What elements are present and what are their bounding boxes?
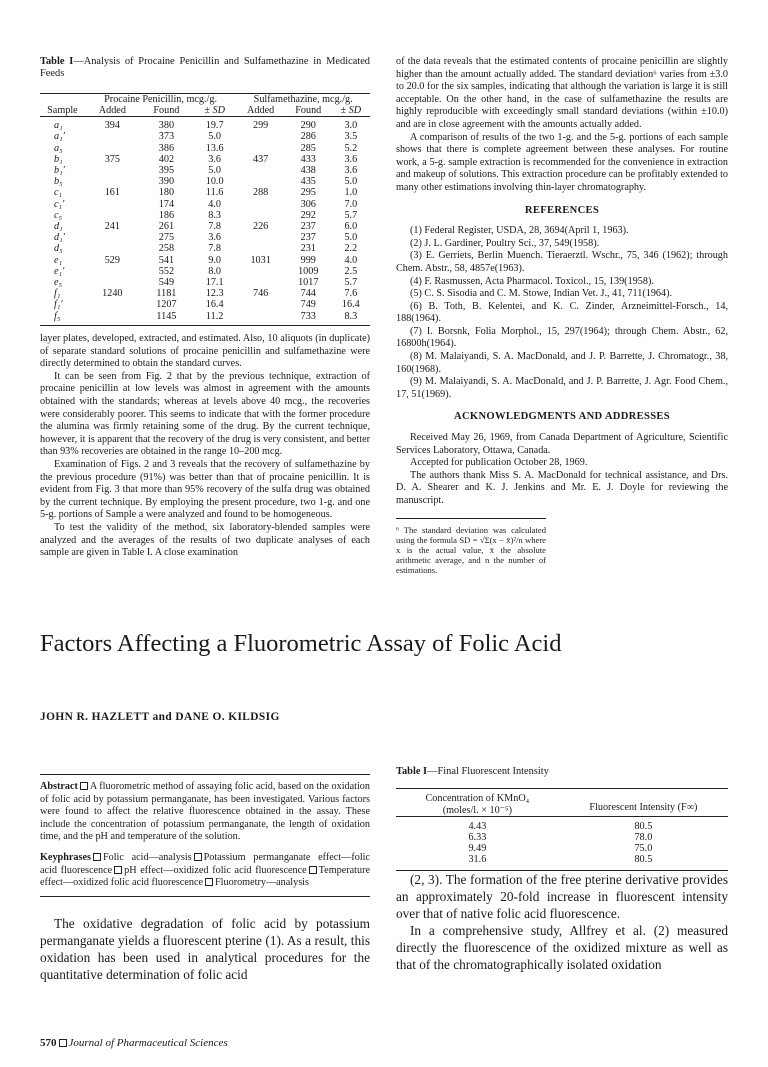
table2-col-intensity: Fluorescent Intensity (F∞): [589, 802, 698, 813]
table1-cell: [236, 266, 285, 277]
table1-cell-sample: d₅: [54, 243, 63, 255]
left-paragraph-2: It can be seen from Fig. 2 that by the previous technique, extraction of procaine penicillin at low levels was almost in agreement with the amounts obtained with the standards; whereas at levels above 40 mcg., the recoveries were considerably poorer. This seems to indicate that with the former procedure the alumina was firmly retaining some of the drug. By the current technique, however, it is apparent that the recovery of the drug is very consistent, and better than 93% recoveries are obtained in the range 10–200 mcg.: [40, 370, 370, 458]
table1-cell: 437: [252, 153, 269, 165]
right-column-text: [396, 56, 728, 576]
article-title: Factors Affecting a Fluorometric Assay of Folic Acid: [40, 630, 562, 657]
table1-col-sd-2: ± SD: [340, 105, 362, 117]
right-paragraph-2: A comparison of results of the two 1-g. and the 5-g. portions of each sample shows that there is complete agreement between these analyses. For routine work, a 5-g. sample extraction is recommended for the convenience in extraction and makeup of solutions. This extraction procedure can be profitably extended to many other estimations involving thin-layer chromatography.: [396, 131, 728, 193]
ack-paragraph-1: Received May 26, 1969, from Canada Department of Agriculture, Scientific Services Laboratory, Ottawa, Canada.: [396, 432, 728, 456]
references-list: [396, 225, 728, 401]
table1-cell: 290: [300, 120, 316, 132]
table1-cell: 749: [300, 299, 316, 311]
table1-cell: 1240: [102, 288, 123, 300]
table2-caption-label: Table I: [396, 766, 428, 777]
table1-cell: 16.4: [341, 299, 360, 311]
left-paragraph-1: layer plates, developed, extracted, and estimated. Also, 10 aliquots (in duplicate) of separate standard solutions of procaine penicillin and sulfamethazine were directly determined to obtain the standard curves.: [40, 333, 370, 370]
table2-row: [396, 832, 728, 843]
keyphrases-label: Keyphrases: [40, 851, 91, 863]
table1-cell: [236, 232, 285, 243]
table1-cell: 7.8: [208, 221, 222, 233]
reference-item: (3) E. Gerriets, Berlin Muench. Tieraerztl. Wschr., 75, 346 (1962); through Chem. Abstr., 58, 4857e(1963).: [396, 250, 728, 274]
table1-cell: 5.2: [344, 142, 358, 154]
table1-cell-sample: c₅: [54, 209, 63, 221]
table1-cell: 10.0: [205, 176, 224, 188]
table1-cell: 11.6: [205, 187, 224, 199]
table1-cell: 7.0: [344, 198, 358, 210]
table2-cell: 31.6: [468, 854, 487, 866]
reference-item: (1) Federal Register, USDA, 28, 3694(April 1, 1963).: [410, 225, 629, 237]
table2-row: [396, 843, 728, 854]
table1-cell: 999: [300, 254, 316, 266]
table1-cell: [85, 131, 140, 142]
table1-caption: [40, 56, 370, 81]
table1-cell-sample: a₅: [54, 142, 63, 154]
page-footer: [40, 1037, 228, 1049]
table1-cell: 4.0: [344, 254, 358, 266]
table1-caption-label: Table I: [40, 56, 74, 67]
table1-cell-sample: f₅: [54, 310, 61, 322]
table1-cell: 292: [300, 209, 316, 221]
keyphrase-5: Fluorometry—analysis: [215, 877, 309, 889]
table1-cell: 258: [158, 243, 175, 255]
table1-cell: [85, 210, 140, 221]
table1-cell: 3.6: [208, 153, 222, 165]
table1-cell: 288: [252, 187, 269, 199]
table1-col-added: Added: [98, 105, 126, 117]
reference-item: (9) M. Malaiyandi, S. A. MacDonald, and J. P. Barrette, J. Agr. Food Chem., 17, 51(1969).: [396, 376, 728, 400]
table1-block: [40, 56, 370, 326]
journal-name: Journal of Pharmaceutical Sciences: [68, 1037, 228, 1049]
reference-item: (6) B. Toth, B. Kelentei, and K. C. Zinder, Arzneimittel-Forsch., 14, 188(1964).: [396, 300, 728, 325]
table1-cell: 394: [104, 120, 120, 132]
keyphrase-4: Temperature effect—oxidized folic acid fluorescence: [40, 864, 370, 889]
square-icon: [194, 853, 202, 861]
table1-cell: 186: [158, 209, 175, 221]
table1-row: [40, 199, 370, 210]
table1-cell: 261: [158, 221, 175, 233]
square-icon: [93, 853, 101, 861]
table1-row: [40, 243, 370, 254]
table1-cell: 7.8: [208, 243, 222, 255]
reference-item: (5) C. S. Sisodia and C. M. Stowe, Indian Vet. J., 41, 711(1964).: [410, 288, 673, 300]
table1-row: [40, 232, 370, 243]
table1-cell: [85, 165, 140, 176]
page-number: 570: [40, 1037, 57, 1049]
reference-item: (4) F. Rasmussen, Acta Pharmacol. Toxicol., 15, 139(1958).: [410, 275, 654, 287]
table1-row: [40, 176, 370, 187]
table1-cell: 306: [300, 198, 316, 210]
table1-cell: 2.5: [344, 265, 358, 277]
table1-group-sulfa: Sulfamethazine, mcg./g.: [253, 93, 353, 105]
table1-cell: 299: [252, 120, 269, 132]
table1-cell: 231: [300, 243, 316, 255]
table1-row: [40, 299, 370, 310]
table1-cell: 241: [104, 221, 120, 233]
table1-cell-sample: c₁: [54, 187, 63, 199]
table1-cell: 5.7: [344, 209, 358, 221]
table1-cell: 5.0: [208, 131, 222, 143]
table1-col-found-2: Found: [295, 105, 322, 117]
article-authors: JOHN R. HAZLETT and DANE O. KILDSIG: [40, 711, 280, 723]
table2-cell: 80.5: [634, 854, 653, 866]
table1-cell: 3.5: [344, 131, 358, 143]
table1-row: [40, 154, 370, 165]
table1-cell: [85, 176, 140, 187]
left-column-text: [40, 333, 370, 560]
table1-cell: [85, 143, 140, 154]
table1-cell: 529: [104, 254, 120, 266]
table1-cell-sample: b₅: [54, 176, 63, 188]
references-heading: REFERENCES: [524, 204, 600, 216]
square-icon: [309, 866, 317, 874]
table1-cell: 395: [158, 165, 175, 177]
table1-cell: 19.7: [205, 120, 224, 132]
table1-col-found: Found: [153, 105, 180, 117]
table2: [396, 788, 728, 865]
table2-caption: [396, 766, 728, 778]
table2-cell: 75.0: [634, 843, 653, 855]
table1-cell: 402: [158, 153, 175, 165]
table1-cell: 744: [300, 288, 316, 300]
table1-cell-sample: d₁′: [54, 232, 65, 244]
table1-cell: [236, 243, 285, 254]
table1-cell: [236, 311, 285, 322]
table1-cell: 1031: [250, 254, 271, 266]
table1-cell: 433: [300, 153, 316, 165]
table1-row: [40, 277, 370, 288]
square-icon: [59, 1039, 67, 1047]
table1-caption-text: —Analysis of Procaine Penicillin and Sulfamethazine in Medicated Feeds: [40, 56, 371, 80]
ack-paragraph-3: The authors thank Miss S. A. MacDonald for technical assistance, and Drs. D. A. Shearer and K. J. Jenkins and Mr. E. J. Doyle for reviewing the manuscript.: [396, 469, 728, 506]
footnote: ⁶ The standard deviation was calculated using the formula SD = √Σ(x − x̄)²/n where x is the actual value, x̄ the absolute arithmetic average, and n the number of estimations.: [396, 518, 546, 576]
table1-cell: 1.0: [344, 187, 358, 199]
reference-item: (7) I. Borsnk, Folia Morphol., 15, 297(1964); through Chem. Abstr., 62, 16800h(1964).: [396, 325, 728, 350]
table1-row: [40, 311, 370, 322]
table2-cell: 6.33: [468, 832, 487, 844]
ack-paragraph-2: Accepted for publication October 28, 1969.: [410, 457, 588, 469]
table1-cell: [236, 277, 285, 288]
table1-cell: 1145: [156, 310, 177, 322]
table1-row: [40, 131, 370, 142]
table1-cell: 549: [158, 277, 175, 289]
table1-cell: 180: [158, 187, 175, 199]
table1-cell: 5.0: [344, 232, 358, 244]
table1-cell: 8.0: [208, 265, 222, 277]
table1-cell: 17.1: [205, 277, 224, 289]
table1-cell: 8.3: [344, 310, 358, 322]
table1-cell: [85, 277, 140, 288]
keyphrase-1: Folic acid—analysis: [102, 851, 192, 863]
table2-caption-text: —Final Fluorescent Intensity: [427, 766, 549, 777]
table1-cell: 237: [300, 221, 316, 233]
article-body-left: [40, 915, 370, 983]
table1-cell: 8.3: [208, 209, 222, 221]
table1-cell: [236, 210, 285, 221]
table1-cell: 541: [158, 254, 175, 266]
table1-row: [40, 143, 370, 154]
keyphrases: [40, 852, 370, 890]
table1-cell: 733: [300, 310, 316, 322]
table1-cell: 295: [300, 187, 316, 199]
table1-cell: [85, 266, 140, 277]
table1-cell: 13.6: [205, 142, 224, 154]
left-paragraph-4: To test the validity of the method, six laboratory-blended samples were analyzed and the averages of the results of two duplicate analyses of each sample are given in Table I. A close examination: [40, 521, 370, 559]
abstract-box: [40, 774, 370, 897]
table1-row: [40, 165, 370, 176]
table2-col1-line2: (moles/l. × 10⁻⁵): [442, 804, 513, 816]
table1-cell: [236, 165, 285, 176]
table1-cell: 3.6: [344, 165, 358, 177]
table1-cell: 746: [252, 288, 269, 300]
table1-cell: 16.4: [205, 299, 224, 311]
table1-cell-sample: f₁: [54, 288, 61, 300]
article-paragraph-3: In a comprehensive study, Allfrey et al. (2) measured directly the fluorescence of the oxidized mixture as well as that of the chromatographically isolated oxidation: [396, 923, 728, 972]
table2-cell: 80.5: [634, 820, 653, 832]
table2-col-concentration: [396, 789, 559, 816]
table1-row: [40, 187, 370, 198]
table2-cell: 78.0: [634, 832, 653, 844]
table1-cell: 435: [300, 176, 316, 188]
table1-cell: 286: [300, 131, 316, 143]
table1-cell: [236, 131, 285, 142]
table1-row: [40, 288, 370, 299]
table1-cell: 380: [158, 120, 175, 132]
acknowledgments-heading: ACKNOWLEDGMENTS AND ADDRESSES: [454, 411, 670, 423]
table1-col-added-2: Added: [247, 105, 275, 117]
table1-cell: [236, 199, 285, 210]
table1-cell: 438: [300, 165, 316, 177]
table1-cell: 390: [158, 176, 175, 188]
abstract-label: Abstract: [40, 781, 78, 792]
square-icon: [205, 878, 213, 886]
article-body-right: [396, 871, 728, 973]
right-paragraph-1: of the data reveals that the estimated contents of procaine penicillin are slightly higher than the amount actually added. The standard deviation⁶ varies from ±3.0 to 20.0 for the six samples, indicating that although the variation is large it is still acceptable. On the other hand, in the case of sulfamethazine the results are highly reproducible with exceedingly small standard deviations (within ±10.0) and are in close agreement with the amounts actually added.: [396, 56, 728, 130]
table1-cell: 275: [158, 232, 175, 244]
article-paragraph-1: The oxidative degradation of folic acid by potassium permanganate yields a fluorescent pterine (1). As a result, this oxidation has been used in analytical procedures for the quantitative determination of folic acid: [40, 916, 370, 982]
table1-cell: 237: [300, 232, 316, 244]
table2-cell: 9.49: [468, 843, 487, 855]
table1-cell: 5.7: [344, 277, 358, 289]
table1-cell-sample: e₅: [54, 277, 63, 289]
table1-cell-sample: e₁′: [54, 265, 65, 277]
square-icon: [114, 866, 122, 874]
table1: [40, 93, 370, 322]
table1-group-penicillin: Procaine Penicillin, mcg./g.: [104, 93, 218, 105]
table1-cell-sample: a₁′: [54, 131, 65, 143]
table1-row: [40, 210, 370, 221]
table2-row: [396, 854, 728, 865]
table2-cell: 4.43: [468, 820, 487, 832]
table1-cell: [236, 176, 285, 187]
table1-cell: 7.6: [344, 288, 358, 300]
table1-cell: 226: [252, 221, 269, 233]
table1-cell: 3.6: [344, 153, 358, 165]
table1-cell: 2.2: [344, 243, 358, 255]
table1-cell: 1017: [298, 277, 319, 289]
table1-cell-sample: e₁: [54, 254, 63, 266]
keyphrase-2: Potassium permanganate effect—folic acid fluorescence: [40, 851, 371, 876]
table1-cell: 3.0: [344, 120, 358, 132]
table1-cell: 1207: [156, 299, 177, 311]
table1-cell: 1009: [298, 265, 319, 277]
table1-cell: 11.2: [205, 310, 224, 322]
table1-cell: [85, 243, 140, 254]
table1-cell: [85, 199, 140, 210]
square-icon: [80, 782, 88, 790]
table1-row: [40, 255, 370, 266]
table1-cell: 5.0: [344, 176, 358, 188]
reference-item: (8) M. Malaiyandi, S. A. MacDonald, and J. P. Barrette, J. Chromatogr., 38, 160(1968).: [396, 351, 728, 375]
table1-cell: 285: [300, 142, 316, 154]
left-paragraph-3: Examination of Figs. 2 and 3 reveals that the recovery of sulfamethazine by the previous procedure (91%) was better than that of procaine penicillin. It is evident from Fig. 3 that more than 95% recovery of the sulfa drug was obtained by the current technique. By employing the present procedure, two 1-g. and one 5-g. portions of Sample a were analyzed and found to be homogeneous.: [40, 458, 370, 521]
table1-cell: 4.0: [208, 198, 222, 210]
table2-row: [396, 816, 728, 832]
table1-cell: 1181: [156, 288, 177, 300]
table1-cell: 174: [158, 198, 175, 210]
table1-row: [40, 221, 370, 232]
table1-cell: 6.0: [344, 221, 358, 233]
table1-cell: 12.3: [205, 288, 224, 300]
table1-cell: 373: [158, 131, 175, 143]
table1-cell: 3.6: [208, 232, 222, 244]
table1-cell: [85, 232, 140, 243]
table1-cell-sample: d₁: [54, 221, 63, 233]
table1-cell-sample: b₁: [54, 153, 63, 165]
table1-row: [40, 266, 370, 277]
table1-col-sample: Sample: [47, 105, 78, 117]
table1-cell-sample: b₁′: [54, 165, 65, 177]
table1-cell: 386: [158, 142, 175, 154]
table1-cell-sample: c₁′: [54, 198, 65, 210]
table1-cell: [236, 143, 285, 154]
table1-cell-sample: f₁′: [54, 299, 63, 311]
table1-row: [40, 117, 370, 132]
table1-cell: [85, 299, 140, 310]
reference-item: (2) J. L. Gardiner, Poultry Sci., 37, 549(1958).: [410, 237, 600, 249]
table1-cell: 375: [104, 153, 120, 165]
table2-block: [396, 766, 728, 871]
table1-cell: 161: [104, 187, 120, 199]
keyphrase-3: pH effect—oxidized folic acid fluorescence: [124, 864, 307, 876]
table2-col1-line1: Concentration of KMnO₄: [425, 793, 530, 805]
abstract-text: A fluorometric method of assaying folic acid, based on the oxidation of folic acid by potassium permanganate, has been investigated. Various factors were found to affect the relative fluorescence obtained in the assay. These include the concentration of potassium permanganate, the length of oxidation time, and the pH and temperature of the solution.: [40, 781, 370, 843]
table1-cell: [236, 299, 285, 310]
table1-col-sd: ± SD: [204, 105, 225, 117]
table1-cell: 9.0: [208, 254, 222, 266]
article-paragraph-2: (2, 3). The formation of the free pterine derivative provides an approximately 20-fold increase in fluorescent intensity over that of native folic acid fluorescence.: [396, 872, 728, 921]
table1-cell: 5.0: [208, 165, 222, 177]
table1-cell: [85, 311, 140, 322]
table1-cell: 552: [158, 265, 175, 277]
table1-cell-sample: a₁: [54, 120, 63, 132]
